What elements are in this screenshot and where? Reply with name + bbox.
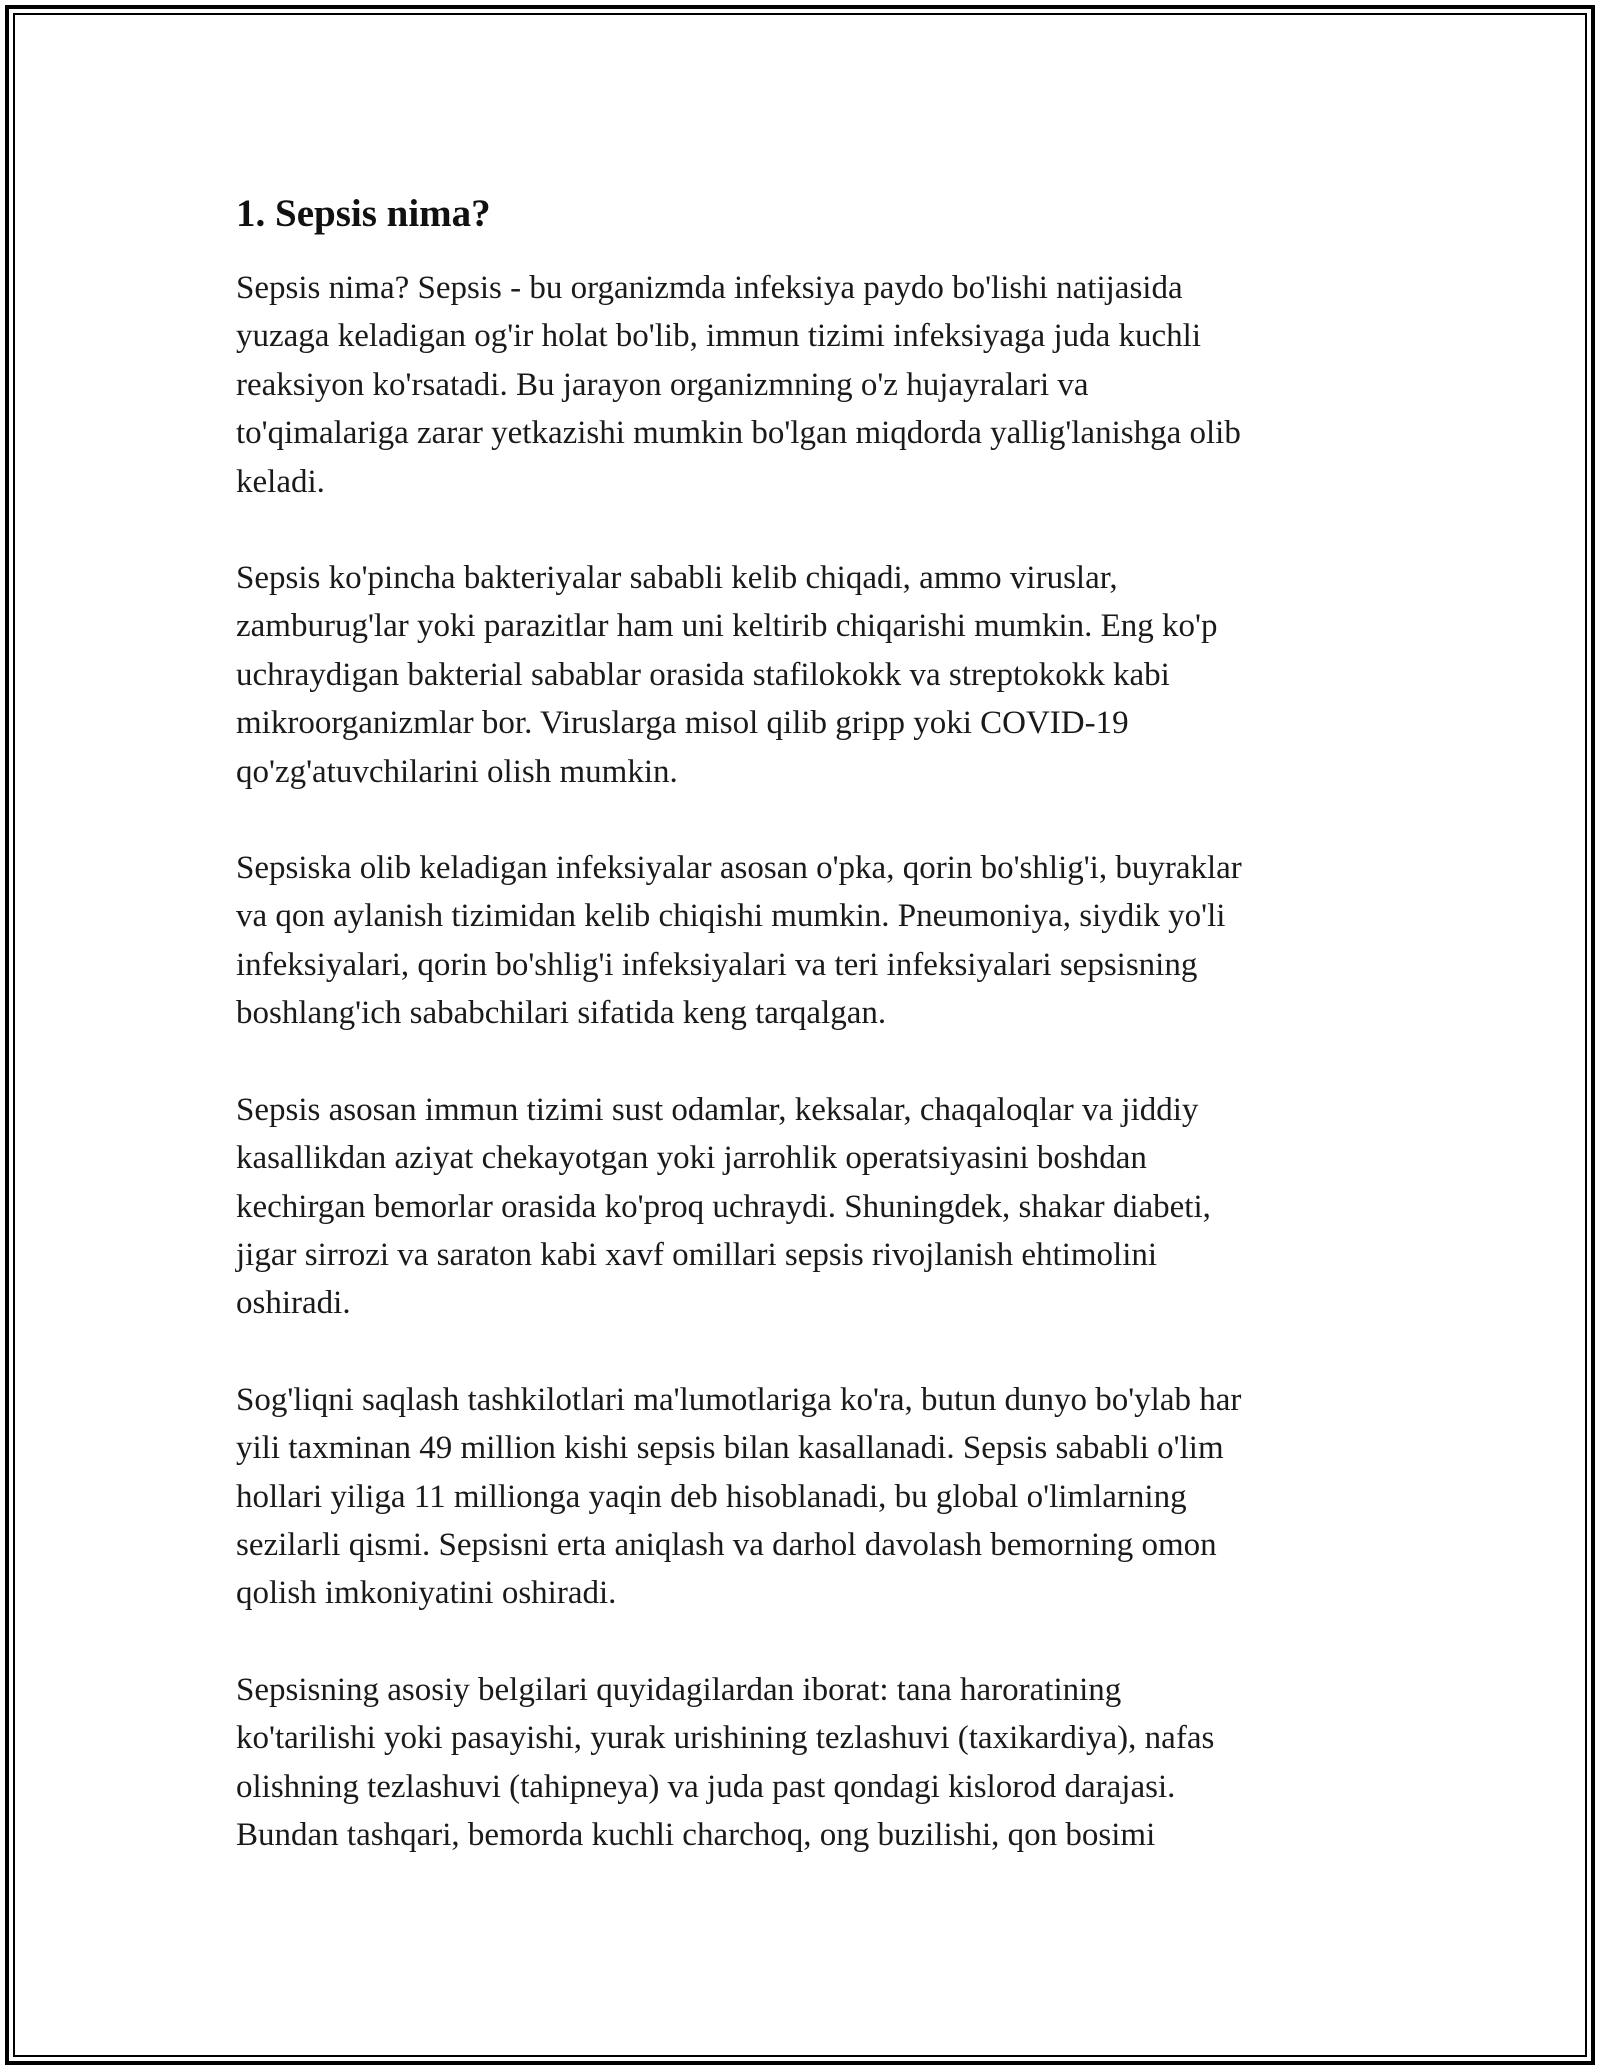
section-heading: 1. Sepsis nima?: [236, 192, 491, 235]
paragraph-symptoms: Sepsisning asosiy belgilari quyidagilardan iborat: tana haroratining ko'tarilishi yoki pasayishi, yurak urishining tezlashuvi (taxikardiya), nafas olishning tezlashuvi (tahipneya) va juda past qondagi kislorod darajasi. Bundan tashqari, bemorda kuchli charchoq, ong buzilishi, qon bosimi: [236, 1671, 1215, 1853]
paragraph-causes: Sepsis ko'pincha bakteriyalar sababli kelib chiqadi, ammo viruslar, zamburug'lar yoki parazitlar ham uni keltirib chiqarishi mumkin. Eng ko'p uchraydigan bakterial sabablar orasida stafilokokk va streptokokk kabi mikroorganizmlar bor. Viruslarga misol qilib gripp yoki COVID-19 qo'zg'atuvchilarini olish mumkin.: [236, 560, 1218, 790]
document-body: [236, 188, 1368, 1907]
paragraph-statistics: Sog'liqni saqlash tashkilotlari ma'lumotlariga ko'ra, butun dunyo bo'ylab har yili taxminan 49 million kishi sepsis bilan kasallanadi. Sepsis sababli o'lim hollari yiliga 11 millionga yaqin deb hisoblanadi, bu global o'limlarning sezilarli qismi. Sepsisni erta aniqlash va darhol davolash bemorning omon qolish imkoniyatini oshiradi.: [236, 1381, 1242, 1612]
paragraph-definition: Sepsis nima? Sepsis - bu organizmda infeksiya paydo bo'lishi natijasida yuzaga keladigan og'ir holat bo'lib, immun tizimi infeksiyaga juda kuchli reaksiyon ko'rsatadi. Bu jarayon organizmning o'z hujayralari va to'qimalariga zarar yetkazishi mumkin bo'lgan miqdorda yallig'lanishga olib keladi.: [236, 270, 1241, 500]
paragraph-infection-sources: Sepsiska olib keladigan infeksiyalar asosan o'pka, qorin bo'shlig'i, buyraklar va qon aylanish tizimidan kelib chiqishi mumkin. Pneumoniya, siydik yo'li infeksiyalari, qorin bo'shlig'i infeksiyalari va teri infeksiyalari sepsisning boshlang'ich sababchilari sifatida keng tarqalgan.: [236, 850, 1242, 1032]
paragraph-risk-groups: Sepsis asosan immun tizimi sust odamlar, keksalar, chaqaloqlar va jiddiy kasallikdan aziyat chekayotgan yoki jarrohlik operatsiyasini boshdan kechirgan bemorlar orasida ko'proq uchraydi. Shuningdek, shakar diabeti, jigar sirrozi va saraton kabi xavf omillari sepsis rivojlanish ehtimolini oshiradi.: [236, 1091, 1211, 1322]
